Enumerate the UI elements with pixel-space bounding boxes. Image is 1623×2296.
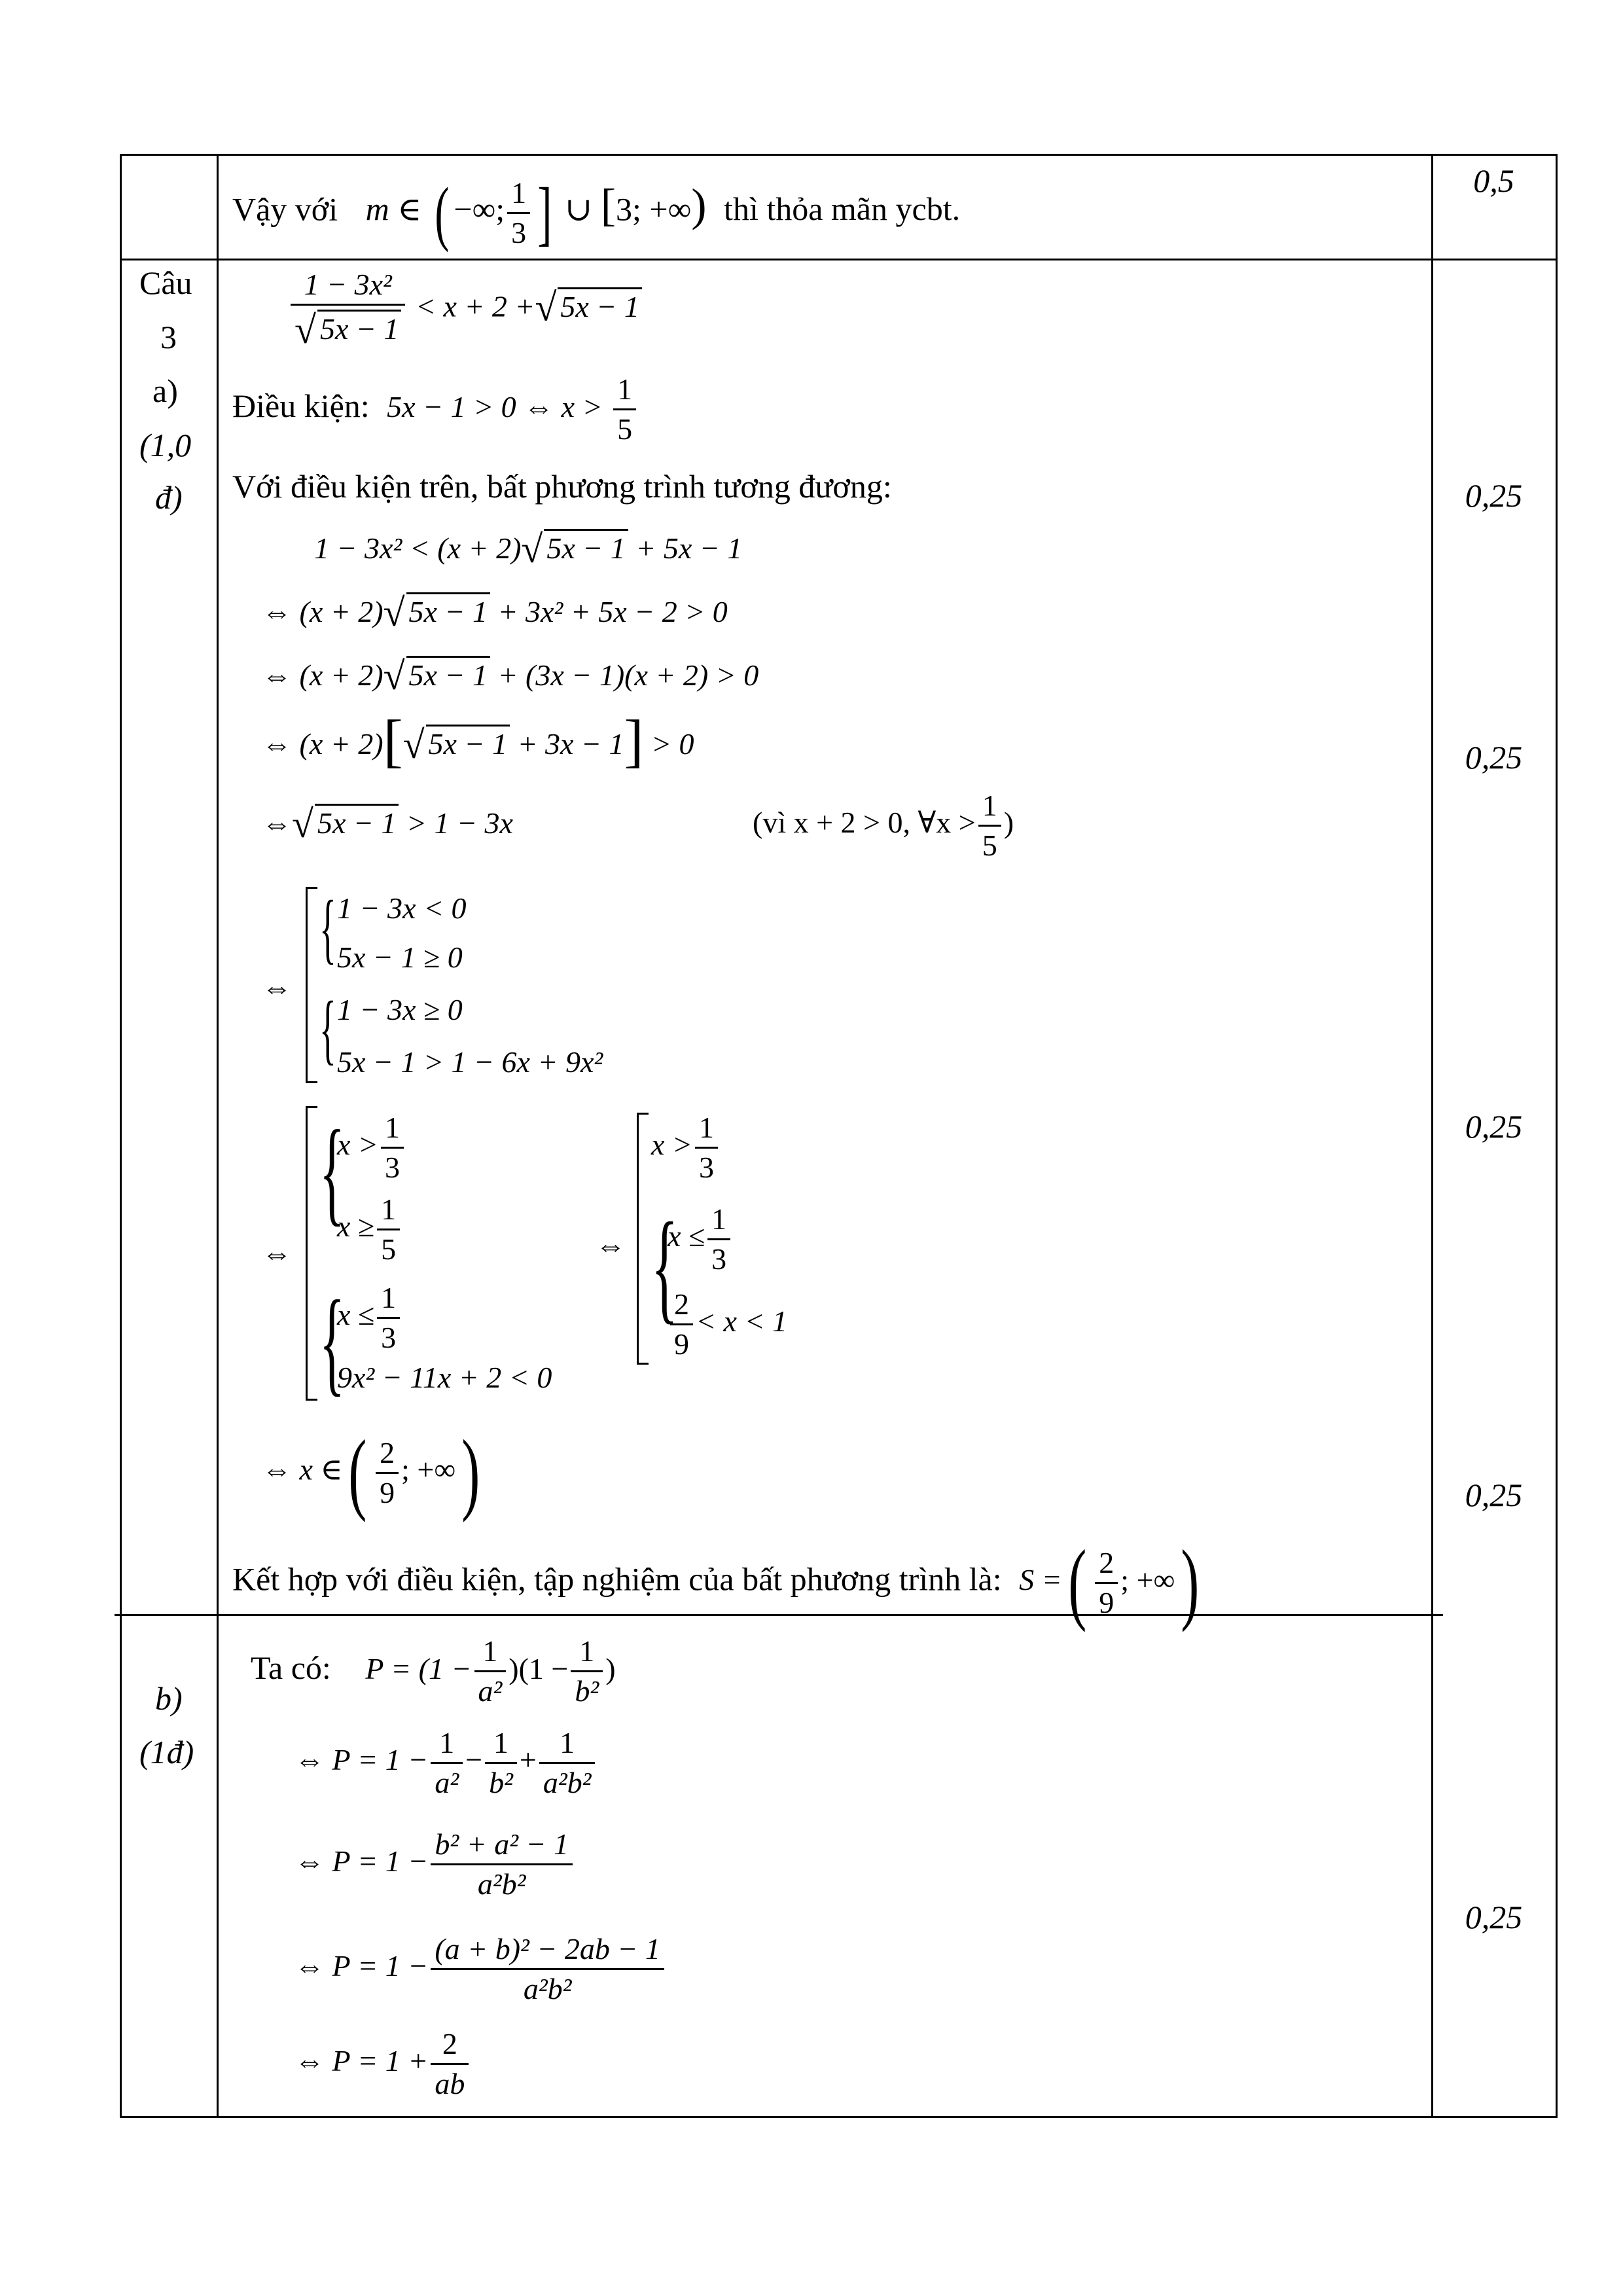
system-1-equiv: ⇔: [262, 971, 292, 1004]
system-2-line-4: 9x² − 11x + 2 < 0: [337, 1361, 552, 1394]
system-1-brace-a: {: [319, 884, 336, 971]
step-5-note: (vì x + 2 > 0, ∀x > $\frac{1}{5}$ ): [753, 789, 1014, 862]
step-5-note-fraction: $\frac{1}{5}$: [978, 791, 1001, 861]
row-divider-1: [120, 259, 1558, 260]
row1-conclusion: Vậy với m ∈ ( −∞; $\frac{1}{3}$ ] ∪ [3; +∞) thì thỏa mãn ycbt.: [232, 173, 961, 253]
part-b-step-3: ⇔ P = 1 − $\frac{\text{(a + b)² − 2ab − 1}}{\text{a²b²}}$: [294, 1934, 667, 2004]
part-a-score-4: 0,25: [1465, 1477, 1523, 1513]
table-border-bottom: [120, 2116, 1558, 2118]
step-5: ⇔√ 5x − 1 > 1 − 3x: [262, 802, 513, 846]
question-number: 3: [160, 319, 177, 355]
part-a-score-3: 0,25: [1465, 1108, 1523, 1145]
final-answer: Kết hợp với điều kiện, tập nghiệm của bất phương trình là: S =( $\frac{2}{9}$ ; +∞): [232, 1532, 1200, 1633]
part-a-points-2: đ): [155, 479, 183, 516]
system-1-line-2: 5x − 1 ≥ 0: [337, 941, 463, 974]
row1-score: 0,5: [1473, 162, 1514, 199]
col-border-right: [1556, 154, 1558, 2118]
system-3-line-2: x ≤ $\frac{1}{3}$: [668, 1204, 733, 1274]
condition: Điều kiện: 5x − 1 > 0 ⇔ x > $\frac{1}{5}$: [232, 374, 639, 444]
system-1-bracket: [306, 887, 308, 1083]
row1-interval-b: 3; +∞: [616, 190, 692, 228]
col-border-left: [120, 154, 122, 2118]
part-a-score-1: 0,25: [1465, 477, 1523, 514]
system-3-line-1: x > $\frac{1}{3}$: [651, 1113, 721, 1183]
part-a-points-1: (1,0: [139, 427, 192, 463]
row1-text-pre: Vậy với: [232, 190, 338, 228]
part-b-points: (1đ): [139, 1734, 194, 1770]
system-1-brace-b: {: [319, 985, 336, 1072]
row1-paren-open: (: [435, 173, 450, 253]
step-3: ⇔ (x + 2)√ 5x − 1 + (3x − 1)(x + 2) > 0: [262, 655, 759, 698]
system-2-line-3: x ≤ $\frac{1}{3}$: [337, 1283, 402, 1353]
part-a-score-2: 0,25: [1465, 739, 1523, 776]
system-1-line-4: 5x − 1 > 1 − 6x + 9x²: [337, 1045, 603, 1079]
table-border-top: [120, 154, 1558, 156]
part-a-label: a): [152, 372, 178, 409]
system-1-line-1: 1 − 3x < 0: [337, 891, 467, 925]
system-3-brace: {: [651, 1198, 679, 1335]
part-b-intro: Ta có: P = (1 − $\frac{1}{\text{a²}}$ )(1 − $\frac{1}{\text{b²}}$ ): [251, 1634, 616, 1708]
condition-fraction: $\frac{1}{5}$: [613, 374, 636, 444]
part-b-step-4: ⇔ P = 1 + $\frac{2}{ab}$: [294, 2029, 471, 2099]
col-divider-1: [217, 154, 219, 2118]
part-b-step-1: ⇔ P = 1 − $\frac{1}{\text{a²}}$ − $\frac{1}{\text{b²}}$ + $\frac{1}{\text{a²b²}}$: [294, 1728, 597, 1798]
equivalence-text: Với điều kiện trên, bất phương trình tương đương:: [232, 468, 892, 505]
row1-in-symbol: ∈: [397, 190, 422, 228]
part-b-label: b): [155, 1680, 183, 1717]
part-b-score: 0,25: [1465, 1899, 1523, 1935]
step-2: ⇔ (x + 2)√ 5x − 1 + 3x² + 5x − 2 > 0: [262, 591, 728, 634]
system-3-equiv: ⇔: [596, 1229, 626, 1262]
system-2-brace-a: {: [319, 1106, 345, 1236]
row1-text-post: thì thỏa mãn ycbt.: [724, 190, 961, 228]
system-3-bracket: [637, 1113, 639, 1365]
system-2-line-1: x > $\frac{1}{3}$: [337, 1113, 406, 1183]
row1-bracket-close: ]: [537, 173, 552, 253]
system-2-equiv: ⇔: [262, 1236, 292, 1270]
inequality: $\frac{\text{1 − 3x²}}{√ 5x - 1}$ < x + 2 +√ 5x − 1: [288, 270, 642, 350]
part-b-step-2: ⇔ P = 1 − $\frac{\text{b² + a² − 1}}{\text{a²b²}}$: [294, 1829, 575, 1899]
row1-var-m: m: [365, 190, 389, 228]
row1-fraction: $\frac{1}{3}$: [507, 178, 530, 248]
step-4: ⇔ (x + 2)[√ 5x − 1 + 3x − 1] > 0: [262, 709, 694, 774]
result-a: ⇔ x ∈( $\frac{2}{9}$ ; +∞): [262, 1422, 480, 1523]
step-1: 1 − 3x² < (x + 2)√ 5x − 1 + 5x − 1: [314, 528, 743, 571]
question-label: Câu: [139, 264, 192, 301]
system-2-line-2: x ≥ $\frac{1}{5}$: [337, 1194, 402, 1265]
system-2-bracket: [306, 1106, 308, 1401]
system-1-line-3: 1 − 3x ≥ 0: [337, 993, 463, 1026]
system-3-line-3: $\frac{2}{9}$ < x < 1: [668, 1289, 787, 1359]
row1-interval-a-left: −∞;: [454, 190, 505, 228]
row1-union: ∪: [565, 190, 593, 228]
system-2-brace-b: {: [319, 1276, 345, 1407]
